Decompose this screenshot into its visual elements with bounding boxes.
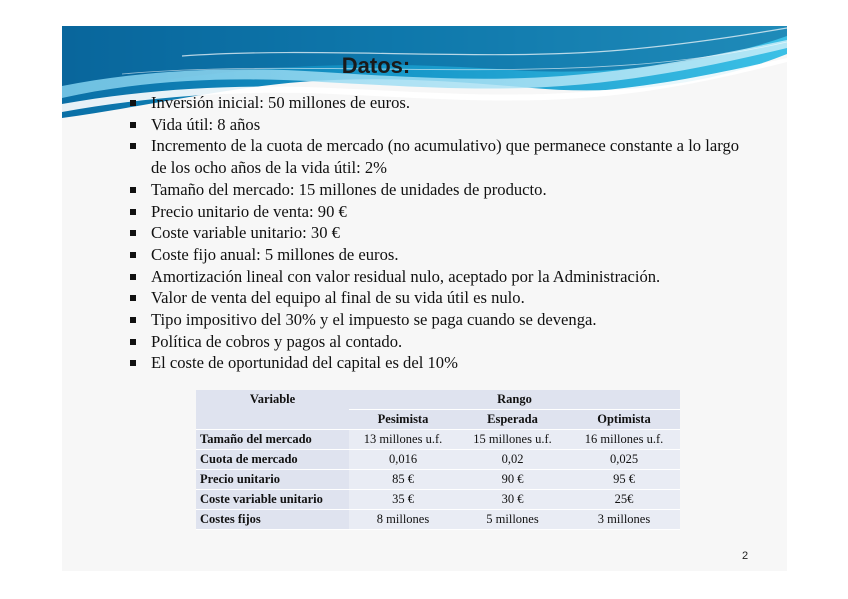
bullet-item: Política de cobros y pagos al contado. [126,331,746,353]
page-number: 2 [742,550,749,562]
table-cell: 0,02 [457,450,568,470]
table-row [196,430,680,450]
table-row [196,470,680,490]
row-label: Costes fijos [196,510,349,530]
column-header-pesimista: Pesimista [349,410,457,430]
column-header-optimista: Optimista [568,410,680,430]
bullet-item: Coste variable unitario: 30 € [126,222,746,244]
scenario-range-table [196,390,680,530]
table-row [196,510,680,530]
table-cell: 8 millones [349,510,457,530]
bullet-item: Inversión inicial: 50 millones de euros. [126,92,746,114]
bullet-item: Incremento de la cuota de mercado (no acumulativo) que permanece constante a lo largo de los ocho años de la vida útil: 2% [126,135,746,178]
table-cell: 5 millones [457,510,568,530]
table-row [196,450,680,470]
row-label: Precio unitario [196,470,349,490]
table-cell: 85 € [349,470,457,490]
bullet-item: Valor de venta del equipo al final de su vida útil es nulo. [126,287,746,309]
slide-title: Datos: [341,53,411,78]
table-cell: 25€ [568,490,680,510]
row-label: Cuota de mercado [196,450,349,470]
table-cell: 95 € [568,470,680,490]
column-header-esperada: Esperada [457,410,568,430]
bullet-item: Tipo impositivo del 30% y el impuesto se paga cuando se devenga. [126,309,746,331]
table-cell: 90 € [457,470,568,490]
slide [62,26,787,571]
bullet-item: Tamaño del mercado: 15 millones de unidades de producto. [126,179,746,201]
bullet-item: El coste de oportunidad del capital es del 10% [126,352,746,374]
bullet-item: Vida útil: 8 años [126,114,746,136]
table-cell: 15 millones u.f. [457,430,568,450]
row-label: Coste variable unitario [196,490,349,510]
variable-header: Variable [196,390,349,430]
table-cell: 3 millones [568,510,680,530]
table-cell: 16 millones u.f. [568,430,680,450]
range-header: Rango [349,390,680,410]
table-cell: 35 € [349,490,457,510]
data-bullet-list [126,92,746,374]
bullet-item: Coste fijo anual: 5 millones de euros. [126,244,746,266]
bullet-item: Amortización lineal con valor residual nulo, aceptado por la Administración. [126,266,746,288]
table-cell: 0,025 [568,450,680,470]
table-cell: 30 € [457,490,568,510]
bullet-item: Precio unitario de venta: 90 € [126,201,746,223]
table-cell: 0,016 [349,450,457,470]
table-cell: 13 millones u.f. [349,430,457,450]
row-label: Tamaño del mercado [196,430,349,450]
table-row [196,490,680,510]
